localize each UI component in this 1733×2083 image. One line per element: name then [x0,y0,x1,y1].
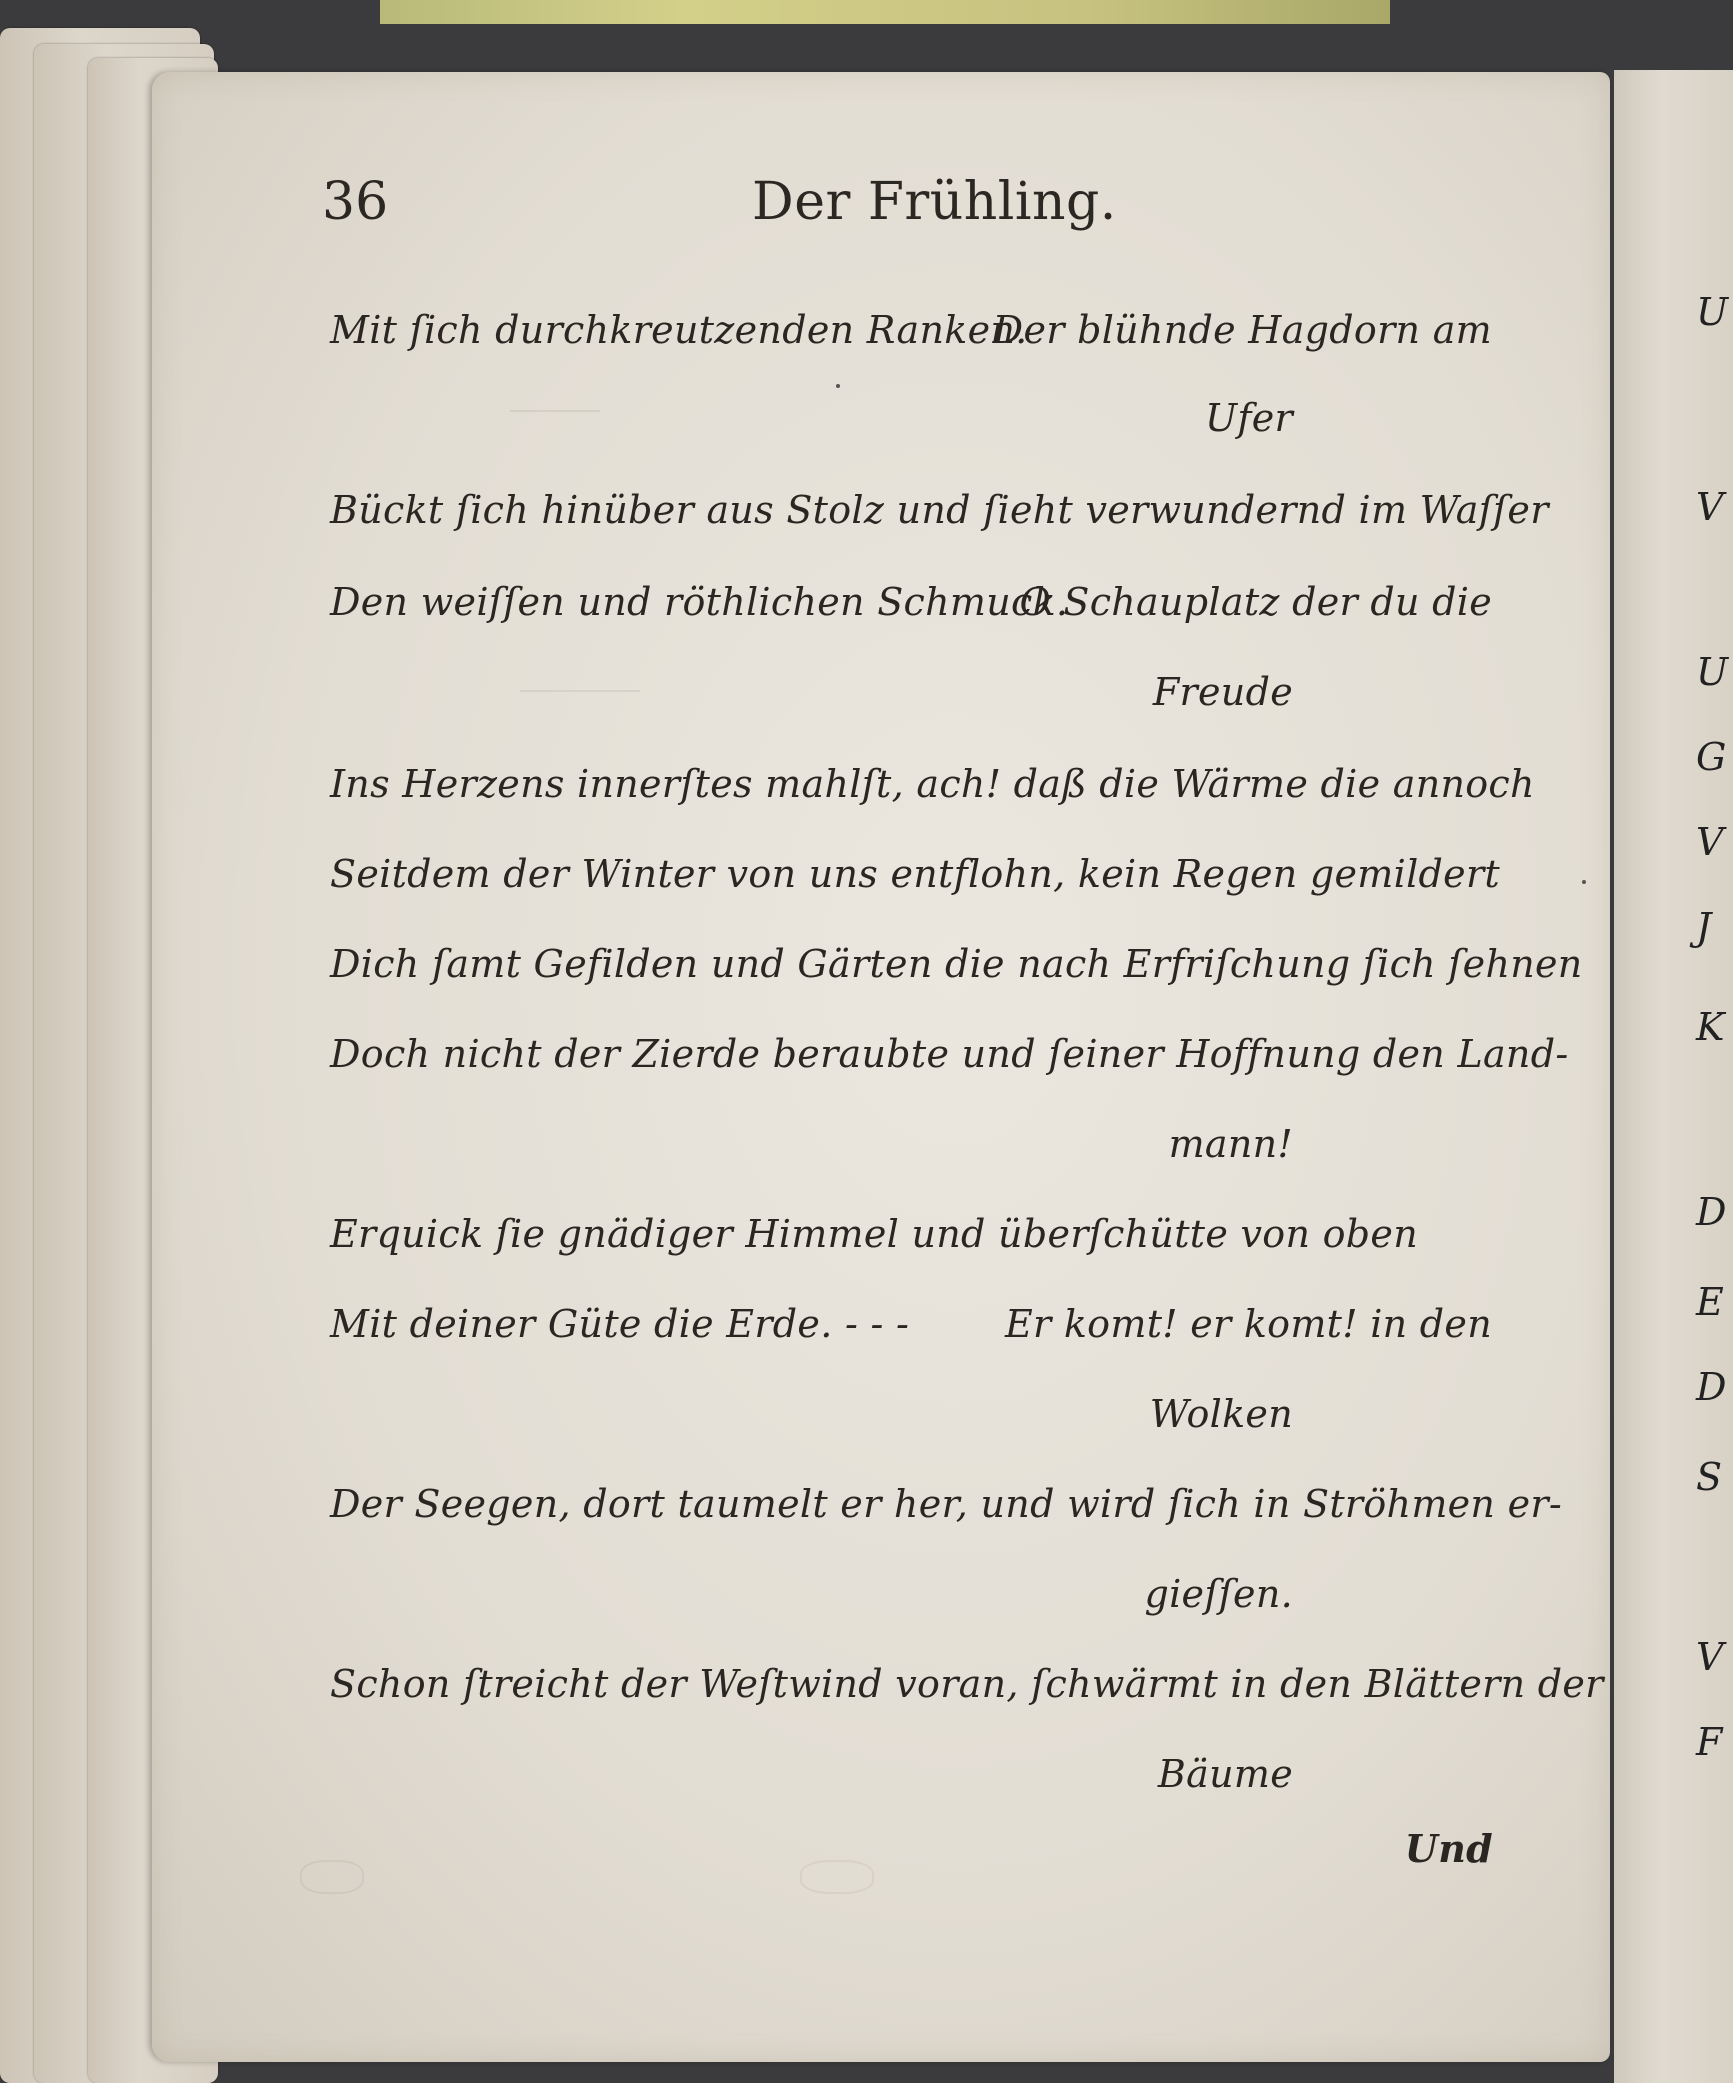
verse-text-continued: Er komt! er komt! in den [1004,1302,1492,1346]
verse-line [330,308,1492,352]
verse-line: Schon ſtreicht der Weſtwind voran, ſchwärmt in den Blättern der [330,1662,1604,1706]
verse-text: Mit ſich durchkreutzenden Ranken. [330,308,1028,352]
verse-text: Den weiſſen und röthlichen Schmuck. [330,580,1069,624]
verse-line: Bückt ſich hinüber aus Stolz und ſieht verwundernd im Waſſer [330,488,1549,532]
tape-strip [380,0,1390,24]
next-page-fragment: V [1696,820,1724,864]
show-through-mark [300,1860,364,1894]
verse-turnover: Bäume [1157,1752,1293,1796]
verse-line [330,580,1492,624]
next-page-edge [1614,70,1733,2083]
verse-turnover: Ufer [1205,396,1293,440]
verse-line: Doch nicht der Zierde beraubte und ſeiner Hoffnung den Land- [330,1032,1569,1076]
next-page-fragment: K [1696,1005,1725,1049]
verse-text-continued: Der blühnde Hagdorn am [992,308,1492,352]
show-through-mark [800,1860,874,1894]
ink-speck [836,384,840,388]
show-through-mark [510,400,600,412]
next-page-fragment: D [1696,1365,1727,1409]
next-page-fragment: F [1696,1720,1723,1764]
verse-text: Mit deiner Güte die Erde. - - - [330,1302,910,1346]
verse-line: Erquick ſie gnädiger Himmel und überſchütte von oben [330,1212,1418,1256]
next-page-fragment: E [1696,1280,1724,1324]
verse-line: Dich ſamt Gefilden und Gärten die nach Erfriſchung ſich ſehnen [330,942,1583,986]
next-page-fragment: V [1696,1635,1724,1679]
next-page-fragment: V [1696,485,1724,529]
next-page-fragment: S [1696,1455,1723,1499]
verse-turnover: Freude [1152,670,1293,714]
verse-text-continued: O Schauplatz der du die [1019,580,1492,624]
next-page-fragment: U [1696,290,1729,334]
verse-turnover: Wolken [1149,1392,1293,1436]
verse-line: Ins Herzens innerſtes mahlſt, ach! daß die Wärme die annoch [330,762,1535,806]
page-number: 36 [322,172,389,232]
show-through-mark [520,680,640,692]
next-page-fragment: G [1696,735,1727,779]
verse-line [330,1302,1492,1346]
ink-speck [1582,880,1586,884]
verse-turnover: mann! [1168,1122,1293,1166]
running-head: Der Frühling. [752,172,1117,232]
catchword: Und [1404,1826,1493,1871]
next-page-fragment: U [1696,650,1729,694]
verse-line: Seitdem der Winter von uns entflohn, kein Regen gemildert [330,852,1500,896]
next-page-fragment: D [1696,1190,1727,1234]
verse-line: Der Seegen, dort taumelt er her, und wird ſich in Ströhmen er- [330,1482,1562,1526]
verse-turnover: gieſſen. [1144,1572,1293,1616]
next-page-fragment: J [1696,905,1712,949]
